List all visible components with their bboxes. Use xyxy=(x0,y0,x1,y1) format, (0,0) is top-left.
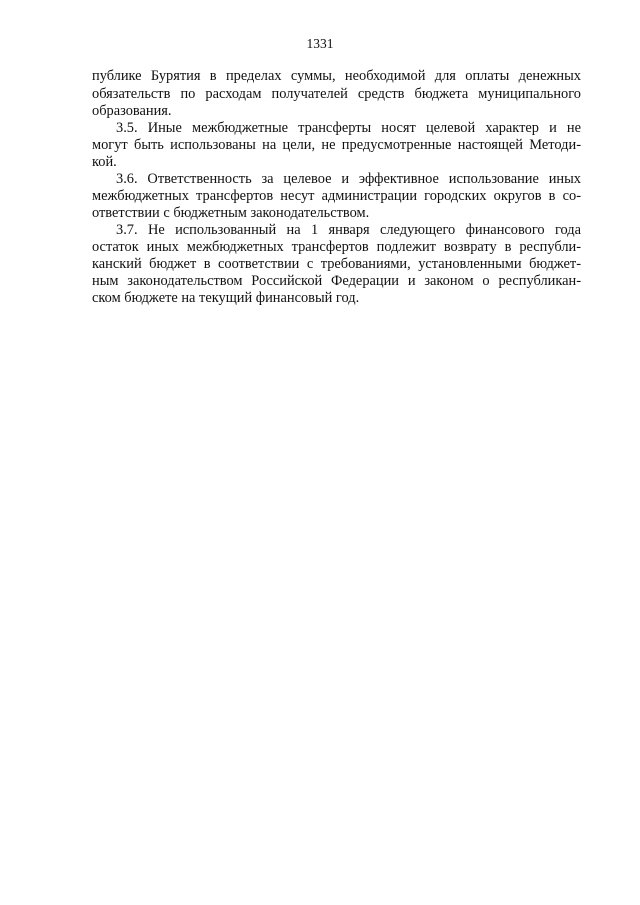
text-line: ответствии с бюджетным законодательством. xyxy=(92,205,370,221)
page-number: 1331 xyxy=(306,36,334,51)
text-line: кой. xyxy=(92,154,117,170)
text-line: могут быть использованы на цели, не предусмотренные настоящей Методи- xyxy=(92,137,581,153)
text-line: канский бюджет в соответствии с требованиями, установленными бюджет- xyxy=(92,256,581,272)
text-line: ском бюджете на текущий финансовый год. xyxy=(92,290,360,306)
text-line: 3.7. Не использованный на 1 января следующего финансового года xyxy=(116,222,581,238)
text-line: 3.5. Иные межбюджетные трансферты носят целевой характер и не xyxy=(116,120,581,136)
text-line: 3.6. Ответственность за целевое и эффективное использование иных xyxy=(116,171,581,187)
text-line: образования. xyxy=(92,103,172,119)
text-line: остаток иных межбюджетных трансфертов подлежит возврату в республи- xyxy=(92,239,581,255)
text-line: обязательств по расходам получателей средств бюджета муниципального xyxy=(92,86,581,102)
text-line: ным законодательством Российской Федерации и законом о республикан- xyxy=(92,273,581,289)
text-line: публике Бурятия в пределах суммы, необходимой для оплаты денежных xyxy=(92,68,581,84)
text-line: межбюджетных трансфертов несут администрации городских округов в со- xyxy=(92,188,581,204)
